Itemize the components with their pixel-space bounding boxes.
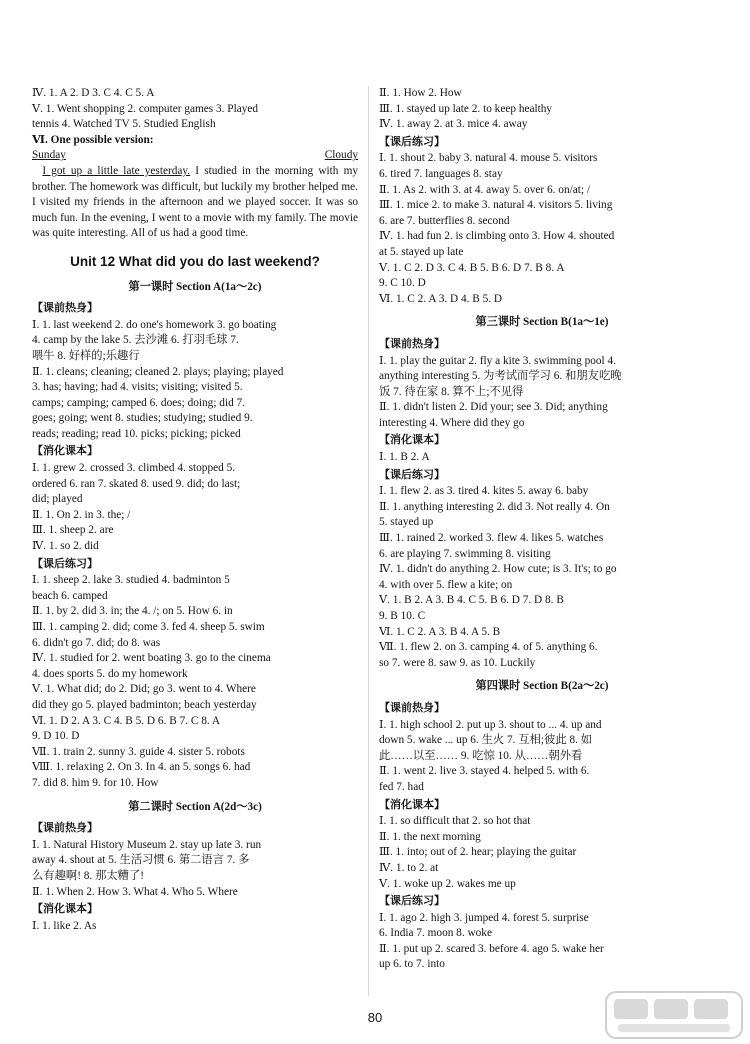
section-3-after-label: 【课后练习】 (379, 468, 445, 481)
answer-line: 6. India 7. moon 8. woke (379, 927, 492, 940)
answer-line: Ⅰ. 1. grew 2. crossed 3. climbed 4. stopped 5. (32, 462, 236, 475)
answer-line: 7. did 8. him 9. for 10. How (32, 776, 159, 789)
answer-line: 5. stayed up (379, 516, 434, 529)
answer-line: reads; reading; read 10. picks; picking; picked (32, 427, 241, 440)
answer-line: Ⅲ. 1. sheep 2. are (32, 524, 114, 537)
answer-line: Ⅳ. 1. A 2. D 3. C 4. C 5. A (32, 87, 155, 99)
answer-line: Ⅰ. 1. like 2. As (32, 919, 97, 932)
answer-line: 9. B 10. C (379, 610, 426, 622)
right-top-answers (379, 86, 705, 133)
answer-line: Ⅰ. 1. Natural History Museum 2. stay up late 3. run (32, 838, 262, 851)
answer-line: 饭 7. 待在家 8. 算不上;不见得 (379, 385, 524, 398)
answer-line: 6. are 7. butterflies 8. second (379, 214, 510, 227)
answer-line: 4. with over 5. flew a kite; on (379, 578, 513, 591)
section-1-title: 第一课时 Section A(1a～2c) (128, 280, 262, 293)
answer-line: Ⅵ. 1. C 2. A 3. D 4. B 5. D (379, 292, 503, 305)
section-2-digest-label: 【消化课本】 (32, 903, 98, 916)
answer-line: goes; going; went 8. studies; studying; studied 9. (32, 412, 253, 425)
answer-line: Ⅰ. 1. sheep 2. lake 3. studied 4. badminton 5 (32, 574, 230, 587)
answer-line: Ⅳ. 1. didn't do anything 2. How cute; is 3. It's; to go (379, 563, 617, 576)
answer-line: up 6. to 7. into (379, 958, 445, 971)
diary-header (32, 148, 358, 164)
answer-line: Ⅴ. 1. C 2. D 3. C 4. B 5. B 6. D 7. B 8. A (379, 261, 565, 274)
diary-weather: Cloudy (324, 149, 358, 162)
answer-line: 9. C 10. D (379, 277, 426, 290)
answer-line: Ⅰ. 1. high school 2. put up 3. shout to ... 4. up and (379, 718, 602, 731)
unit-title: Unit 12 What did you do last weekend? (70, 253, 320, 269)
answer-line: away 4. shout at 5. 生活习惯 6. 第二语言 7. 多 (32, 854, 250, 867)
answer-line: 此……以至…… 9. 吃惊 10. 从……朝外看 (379, 749, 583, 762)
diary-first-sentence: I got up a little late yesterday. (42, 164, 191, 177)
section-2-digest-answers (32, 919, 358, 935)
section-4-warmup-answers (379, 718, 705, 796)
answer-line: Ⅴ. 1. Went shopping 2. computer games 3. Played (32, 102, 259, 115)
section-3-after-answers (379, 484, 705, 671)
answer-line: camps; camping; camped 6. does; doing; did 7. (32, 396, 246, 409)
section-1-after-label: 【课后练习】 (32, 557, 98, 570)
answer-line: 9. D 10. D (32, 730, 80, 743)
section-4-after-label: 【课后练习】 (379, 895, 445, 908)
answer-line: Ⅱ. 1. by 2. did 3. in; the 4. /; on 5. How 6. in (32, 605, 233, 618)
section-4-title: 第四课时 Section B(2a～2c) (475, 680, 609, 693)
answer-line: tennis 4. Watched TV 5. Studied English (32, 118, 216, 131)
answer-line: Ⅱ. 1. As 2. with 3. at 4. away 5. over 6. on/at; / (379, 183, 590, 196)
answer-line: Ⅳ. 1. so 2. did (32, 540, 99, 553)
answer-line: 么有趣啊! 8. 那太糟了! (32, 869, 145, 882)
diary-paragraph (32, 164, 358, 242)
answer-line: Ⅶ. 1. train 2. sunny 3. guide 4. sister 5. robots (32, 745, 245, 758)
answer-line: Ⅱ. 1. How 2. How (379, 87, 462, 99)
answer-line: Ⅴ. 1. What did; do 2. Did; go 3. went to 4. Where (32, 683, 256, 696)
answer-line: Ⅰ. 1. flew 2. as 3. tired 4. kites 5. away 6. baby (379, 485, 589, 498)
answer-line: did they go 5. played badminton; beach yesterday (32, 698, 257, 711)
answer-line: anything interesting 5. 为考试而学习 6. 和朋友吃晚 (379, 370, 622, 383)
answer-line: Ⅱ. 1. On 2. in 3. the; / (32, 508, 131, 521)
answer-line: at 5. stayed up late (379, 245, 464, 258)
section-3-digest-answers (379, 450, 705, 466)
answer-line: Ⅲ. 1. into; out of 2. hear; playing the guitar (379, 846, 577, 859)
section-3-warmup-answers (379, 354, 705, 432)
answer-line: Ⅱ. 1. the next morning (379, 830, 481, 843)
answer-line: Ⅲ. 1. stayed up late 2. to keep healthy (379, 102, 553, 115)
watermark-logo (604, 990, 744, 1040)
section-2-after-answers (379, 151, 705, 307)
section-1-digest-answers (32, 461, 358, 555)
answer-line: Ⅱ. 1. anything interesting 2. did 3. Not really 4. On (379, 500, 610, 513)
diary-day: Sunday (32, 149, 66, 162)
answer-line: Ⅲ. 1. rained 2. worked 3. flew 4. likes 5. watches (379, 532, 604, 545)
section-4-warmup-label: 【课前热身】 (379, 701, 445, 714)
answer-line: down 5. wake ... up 6. 生火 7. 互相;彼此 8. 如 (379, 734, 593, 747)
section-1-warmup-answers (32, 318, 358, 443)
answer-line: Ⅰ. 1. play the guitar 2. fly a kite 3. swimming pool 4. (379, 354, 616, 367)
answer-line: ordered 6. ran 7. skated 8. used 9. did; do last; (32, 477, 241, 490)
section-2-title: 第二课时 Section A(2d～3c) (128, 800, 262, 813)
section-3-digest-label: 【消化课本】 (379, 434, 445, 447)
answer-line: Ⅵ. 1. C 2. A 3. B 4. A 5. B (379, 625, 501, 638)
version-label: Ⅵ. One possible version: (32, 133, 154, 146)
left-column (32, 86, 358, 934)
answer-line: 3. has; having; had 4. visits; visiting; visited 5. (32, 381, 243, 394)
column-divider (368, 86, 369, 996)
answer-line: Ⅴ. 1. B 2. A 3. B 4. C 5. B 6. D 7. D 8. B (379, 594, 564, 607)
left-top-answers (32, 86, 358, 133)
answer-line: Ⅳ. 1. away 2. at 3. mice 4. away (379, 118, 528, 131)
diary-body: I studied in the morning with my brother. The homework was difficult, but luckily my brother helped me. I visited my friends in the afternoon and we played soccer. It was so much fun. In the evening, I went to a movie with my family. The movie was quite interesting. All of us had a good time. (32, 164, 358, 240)
section-1-digest-label: 【消化课本】 (32, 445, 98, 458)
answer-line: interesting 4. Where did they go (379, 416, 525, 429)
answer-line: Ⅶ. 1. flew 2. on 3. camping 4. of 5. anything 6. (379, 641, 598, 654)
answer-line: Ⅱ. 1. cleans; cleaning; cleaned 2. plays; playing; played (32, 365, 284, 378)
answer-line: Ⅰ. 1. ago 2. high 3. jumped 4. forest 5. surprise (379, 911, 589, 924)
section-2-warmup-answers (32, 838, 358, 900)
answer-line: Ⅱ. 1. went 2. live 3. stayed 4. helped 5. with 6. (379, 765, 590, 778)
answer-line: Ⅵ. 1. D 2. A 3. C 4. B 5. D 6. B 7. C 8. A (32, 714, 221, 727)
right-column (379, 86, 705, 973)
answer-line: 6. tired 7. languages 8. stay (379, 167, 503, 180)
answer-line: 4. does sports 5. do my homework (32, 667, 188, 680)
answer-line: Ⅰ. 1. shout 2. baby 3. natural 4. mouse 5. visitors (379, 152, 598, 165)
section-3-title: 第三课时 Section B(1a～1e) (475, 316, 609, 329)
answer-line: Ⅴ. 1. woke up 2. wakes me up (379, 877, 516, 890)
section-2-after-label: 【课后练习】 (379, 135, 445, 148)
section-1-warmup-label: 【课前热身】 (32, 302, 98, 315)
answer-line: Ⅲ. 1. mice 2. to make 3. natural 4. visitors 5. living (379, 199, 613, 212)
answer-line: did; played (32, 493, 83, 506)
answer-line: Ⅱ. 1. didn't listen 2. Did your; see 3. Did; anything (379, 401, 608, 414)
answer-line: 喂牛 8. 好样的;乐趣行 (32, 349, 140, 362)
answer-line: 4. camp by the lake 5. 去沙滩 6. 打羽毛球 7. (32, 334, 239, 347)
section-4-digest-label: 【消化课本】 (379, 798, 445, 811)
answer-line: Ⅳ. 1. studied for 2. went boating 3. go to the cinema (32, 652, 271, 665)
answer-line: Ⅰ. 1. so difficult that 2. so hot that (379, 815, 531, 828)
answer-line: Ⅳ. 1. to 2. at (379, 861, 439, 874)
answer-line: Ⅲ. 1. camping 2. did; come 3. fed 4. sheep 5. swim (32, 621, 265, 633)
answer-line: Ⅱ. 1. When 2. How 3. What 4. Who 5. Where (32, 885, 238, 898)
section-2-warmup-label: 【课前热身】 (32, 822, 98, 835)
page-number: 80 (367, 1010, 383, 1025)
section-3-warmup-label: 【课前热身】 (379, 337, 445, 350)
section-4-after-answers (379, 911, 705, 973)
answer-line: 6. are playing 7. swimming 8. visiting (379, 547, 551, 560)
answer-line: so 7. were 8. saw 9. as 10. Luckily (379, 656, 536, 669)
answer-line: Ⅰ. 1. B 2. A (379, 451, 430, 464)
answer-line: beach 6. camped (32, 589, 108, 602)
section-1-after-answers (32, 573, 358, 791)
answer-line: Ⅷ. 1. relaxing 2. On 3. In 4. an 5. songs 6. had (32, 761, 251, 774)
answer-line: Ⅱ. 1. put up 2. scared 3. before 4. ago 5. wake her (379, 942, 604, 955)
answer-line: 6. didn't go 7. did; do 8. was (32, 636, 161, 649)
answer-line: Ⅰ. 1. last weekend 2. do one's homework 3. go boating (32, 318, 277, 331)
answer-line: Ⅳ. 1. had fun 2. is climbing onto 3. How 4. shouted (379, 230, 615, 243)
answer-line: fed 7. had (379, 780, 424, 793)
section-4-digest-answers (379, 814, 705, 892)
